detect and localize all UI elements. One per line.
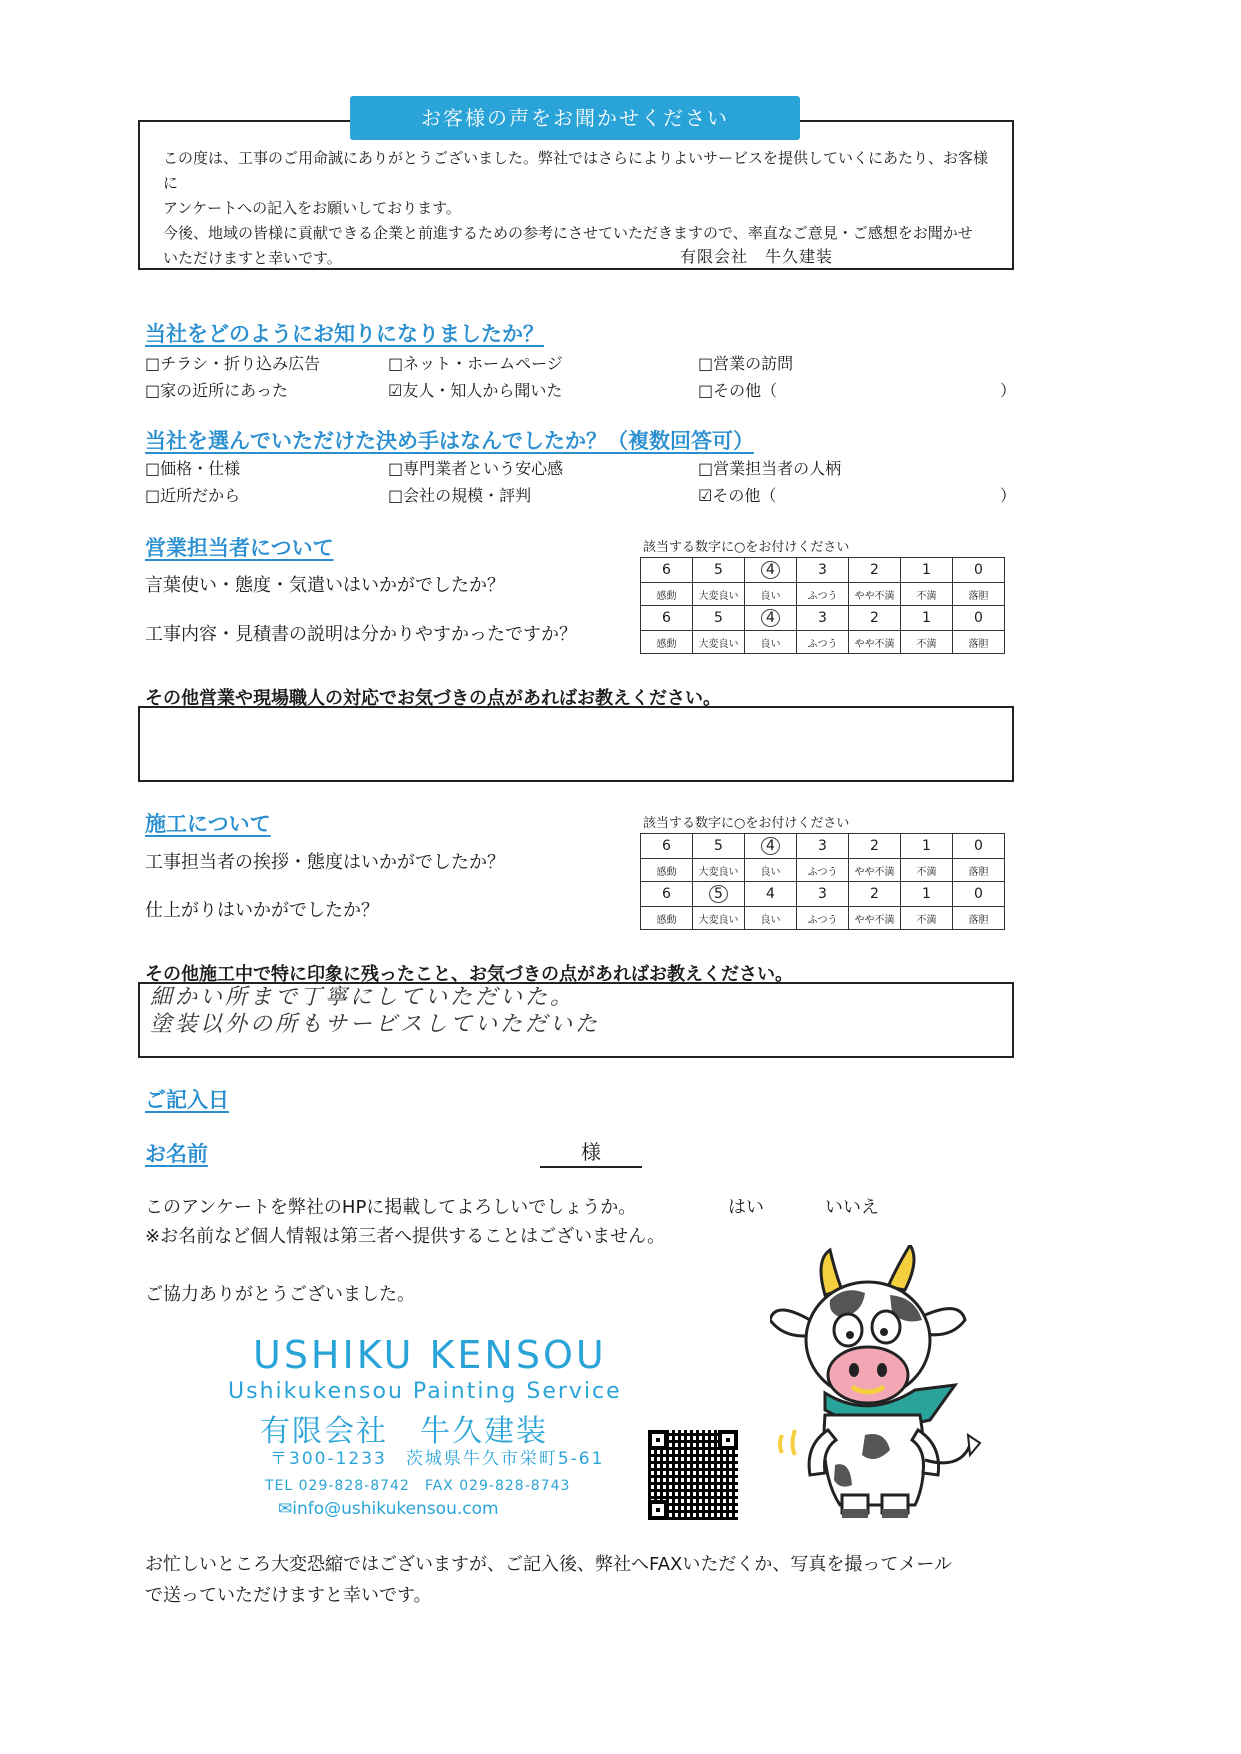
intro-line-4: いただけますと幸いです。 [163, 249, 342, 267]
q1-option-other[interactable]: □その他（ [698, 381, 778, 400]
sales-rating-a-label-4: 良い [745, 583, 797, 606]
construction-rating-a-score-1[interactable]: 1 [901, 834, 953, 859]
footer-line-1: お忙しいところ大変恐縮ではございますが、ご記入後、弊社へFAXいただくか、写真を撮ってメール [145, 1554, 952, 1575]
sales-rating-a-score-5[interactable]: 5 [693, 558, 745, 583]
sales-rating-b-label-2: やや不満 [849, 631, 901, 654]
sales-rating-a-label-1: 不満 [901, 583, 953, 606]
sales-rating-b-score-3[interactable]: 3 [797, 606, 849, 631]
intro-text [163, 146, 993, 271]
intro-title: お客様の声をお聞かせください [350, 96, 800, 140]
sales-rating-b-label-4: 良い [745, 631, 797, 654]
qr-code[interactable] [648, 1430, 738, 1520]
sales-rating-b-label-5: 大変良い [693, 631, 745, 654]
sales-rating-b-score-1[interactable]: 1 [901, 606, 953, 631]
sales-rating-a-selected: 4 [761, 561, 780, 579]
construction-rating-a-score-3[interactable]: 3 [797, 834, 849, 859]
sales-rating-a-score-4[interactable] [745, 558, 797, 583]
thanks-text: ご協力ありがとうございました。 [145, 1284, 415, 1305]
construction-rating-b-score-2[interactable]: 2 [849, 882, 901, 907]
name-field[interactable] [540, 1136, 642, 1168]
q2-heading: 当社を選んでいただけた決め手はなんでしたか？（複数回答可） [145, 429, 754, 453]
construction-rating-a-label-5: 大変良い [693, 859, 745, 882]
date-label: ご記入日 [145, 1088, 229, 1112]
footer-line-2: で送っていただけますと幸いです。 [145, 1585, 432, 1606]
q2-option-nearby[interactable]: □近所だから [145, 486, 241, 505]
construction-rating-a-selected: 4 [761, 837, 780, 855]
brand-service: Ushikukensou Painting Service [228, 1379, 622, 1404]
brand-phone: TEL 029-828-8742 FAX 029-828-8743 [265, 1478, 571, 1494]
sales-rating-b-label-3: ふつう [797, 631, 849, 654]
q2-close-paren: ） [1000, 486, 1017, 505]
sales-rating-a-score-1[interactable]: 1 [901, 558, 953, 583]
sales-rating-b-label-1: 不満 [901, 631, 953, 654]
q2-option-specialist[interactable]: □専門業者という安心感 [388, 459, 564, 478]
consent-question: このアンケートを弊社のHPに掲載してよろしいでしょうか。 [145, 1197, 637, 1218]
brand-email[interactable]: ✉info@ushikukensou.com [278, 1499, 499, 1519]
sales-question-b: 工事内容・見積書の説明は分かりやすかったですか？ [145, 624, 577, 645]
construction-rating-a-score-2[interactable]: 2 [849, 834, 901, 859]
intro-line-3: 今後、地域の皆様に貢献できる企業と前進するための参考にさせていただきますので、率直なご意見・ご感想をお聞かせ [163, 224, 973, 242]
construction-other-prompt: その他施工中で特に印象に残ったこと、お気づきの点があればお教えください。 [145, 964, 793, 985]
brand-name-en: USHIKU KENSOU [253, 1333, 607, 1377]
construction-rating-row-b-numbers [641, 882, 1005, 907]
sales-rating-row-b-numbers [641, 606, 1005, 631]
construction-answer-line-1: 細かい所まで丁寧にしていただいた。 [150, 985, 576, 1010]
construction-rating-b-label-6: 感動 [641, 907, 693, 930]
cow-mascot-icon [770, 1245, 1010, 1520]
brand-address: 〒300-1233 茨城県牛久市栄町5-61 [270, 1449, 605, 1469]
sales-rating-instruction: 該当する数字に○をお付けください [643, 540, 850, 555]
intro-company: 有限会社 牛久建装 [680, 247, 834, 266]
sales-rating-b-label-0: 落胆 [953, 631, 1005, 654]
sales-rating-b-score-6[interactable]: 6 [641, 606, 693, 631]
construction-rating-b-score-5[interactable] [693, 882, 745, 907]
construction-question-a: 工事担当者の挨拶・態度はいかがでしたか？ [145, 852, 505, 873]
intro-line-2: アンケートへの記入をお願いしております。 [163, 199, 461, 217]
construction-rating-a-score-4[interactable] [745, 834, 797, 859]
construction-rating-b-score-0[interactable]: 0 [953, 882, 1005, 907]
sales-rating-a-label-2: やや不満 [849, 583, 901, 606]
construction-rating-b-label-0: 落胆 [953, 907, 1005, 930]
construction-rating-b-score-1[interactable]: 1 [901, 882, 953, 907]
sales-rating-table [640, 557, 1005, 654]
sales-rating-a-score-2[interactable]: 2 [849, 558, 901, 583]
construction-rating-a-score-6[interactable]: 6 [641, 834, 693, 859]
construction-rating-b-score-6[interactable]: 6 [641, 882, 693, 907]
q2-option-price[interactable]: □価格・仕様 [145, 459, 241, 478]
qr-finder-top-right [718, 1430, 738, 1450]
q1-option-sales-visit[interactable]: □営業の訪問 [698, 354, 794, 373]
sales-rating-row-a-numbers [641, 558, 1005, 583]
q1-heading: 当社をどのようにお知りになりましたか？ [145, 322, 544, 346]
construction-rating-row-a-labels [641, 859, 1005, 882]
sales-other-answer-box[interactable] [138, 706, 1014, 782]
construction-question-b: 仕上がりはいかがでしたか？ [145, 900, 379, 921]
q2-option-other[interactable]: ☑その他（ [698, 486, 777, 505]
sales-rating-a-label-6: 感動 [641, 583, 693, 606]
intro-line-1: この度は、工事のご用命誠にありがとうございました。弊社ではさらによりよいサービスを提供していくにあたり、お客様に [163, 149, 989, 192]
sales-rating-row-b-labels [641, 631, 1005, 654]
qr-finder-top-left [648, 1430, 668, 1450]
construction-heading: 施工について [145, 812, 271, 836]
name-label: お名前 [145, 1142, 208, 1166]
sales-rating-a-score-3[interactable]: 3 [797, 558, 849, 583]
sales-rating-row-a-labels [641, 583, 1005, 606]
construction-rating-b-label-1: 不満 [901, 907, 953, 930]
construction-rating-table [640, 833, 1005, 930]
construction-rating-a-score-0[interactable]: 0 [953, 834, 1005, 859]
consent-no[interactable]: いいえ [825, 1197, 879, 1218]
construction-rating-a-score-5[interactable]: 5 [693, 834, 745, 859]
construction-rating-b-score-4[interactable]: 4 [745, 882, 797, 907]
sales-other-prompt: その他営業や現場職人の対応でお気づきの点があればお教えください。 [145, 688, 721, 709]
q1-option-flyer[interactable]: □チラシ・折り込み広告 [145, 354, 321, 373]
construction-rating-a-label-6: 感動 [641, 859, 693, 882]
sales-rating-a-label-5: 大変良い [693, 583, 745, 606]
construction-rating-b-selected: 5 [709, 885, 728, 903]
sales-rating-a-score-6[interactable]: 6 [641, 558, 693, 583]
sales-rating-b-score-2[interactable]: 2 [849, 606, 901, 631]
q1-option-nearby[interactable]: □家の近所にあった [145, 381, 288, 400]
construction-rating-a-label-3: ふつう [797, 859, 849, 882]
construction-rating-b-label-4: 良い [745, 907, 797, 930]
sales-rating-a-label-3: ふつう [797, 583, 849, 606]
qr-finder-bottom-left [648, 1500, 668, 1520]
brand-name-jp: 有限会社 牛久建装 [260, 1414, 548, 1449]
q1-option-web[interactable]: □ネット・ホームページ [388, 354, 563, 373]
name-suffix: 様 [581, 1140, 601, 1164]
sales-heading: 営業担当者について [145, 536, 334, 560]
construction-rating-row-a-numbers [641, 834, 1005, 859]
construction-rating-b-label-5: 大変良い [693, 907, 745, 930]
q1-close-paren: ） [1000, 381, 1017, 400]
construction-rating-b-label-3: ふつう [797, 907, 849, 930]
consent-note: ※お名前など個人情報は第三者へ提供することはございません。 [145, 1226, 666, 1247]
sales-rating-b-score-0[interactable]: 0 [953, 606, 1005, 631]
sales-rating-b-selected: 4 [761, 609, 780, 627]
consent-yes[interactable]: はい [728, 1197, 764, 1218]
q2-option-staff[interactable]: □営業担当者の人柄 [698, 459, 842, 478]
sales-rating-b-score-5[interactable]: 5 [693, 606, 745, 631]
construction-rating-row-b-labels [641, 907, 1005, 930]
construction-rating-instruction: 該当する数字に○をお付けください [643, 816, 850, 831]
construction-rating-b-label-2: やや不満 [849, 907, 901, 930]
construction-rating-a-label-1: 不満 [901, 859, 953, 882]
construction-answer-line-2: 塗装以外の所もサービスしていただいた [150, 1012, 601, 1037]
q1-option-friend[interactable]: ☑友人・知人から聞いた [388, 381, 563, 400]
sales-rating-a-label-0: 落胆 [953, 583, 1005, 606]
construction-rating-a-label-0: 落胆 [953, 859, 1005, 882]
construction-rating-a-label-4: 良い [745, 859, 797, 882]
q2-option-reputation[interactable]: □会社の規模・評判 [388, 486, 532, 505]
sales-rating-b-label-6: 感動 [641, 631, 693, 654]
sales-question-a: 言葉使い・態度・気遣いはいかがでしたか？ [145, 575, 505, 596]
sales-rating-b-score-4[interactable] [745, 606, 797, 631]
construction-rating-b-score-3[interactable]: 3 [797, 882, 849, 907]
sales-rating-a-score-0[interactable]: 0 [953, 558, 1005, 583]
construction-rating-a-label-2: やや不満 [849, 859, 901, 882]
